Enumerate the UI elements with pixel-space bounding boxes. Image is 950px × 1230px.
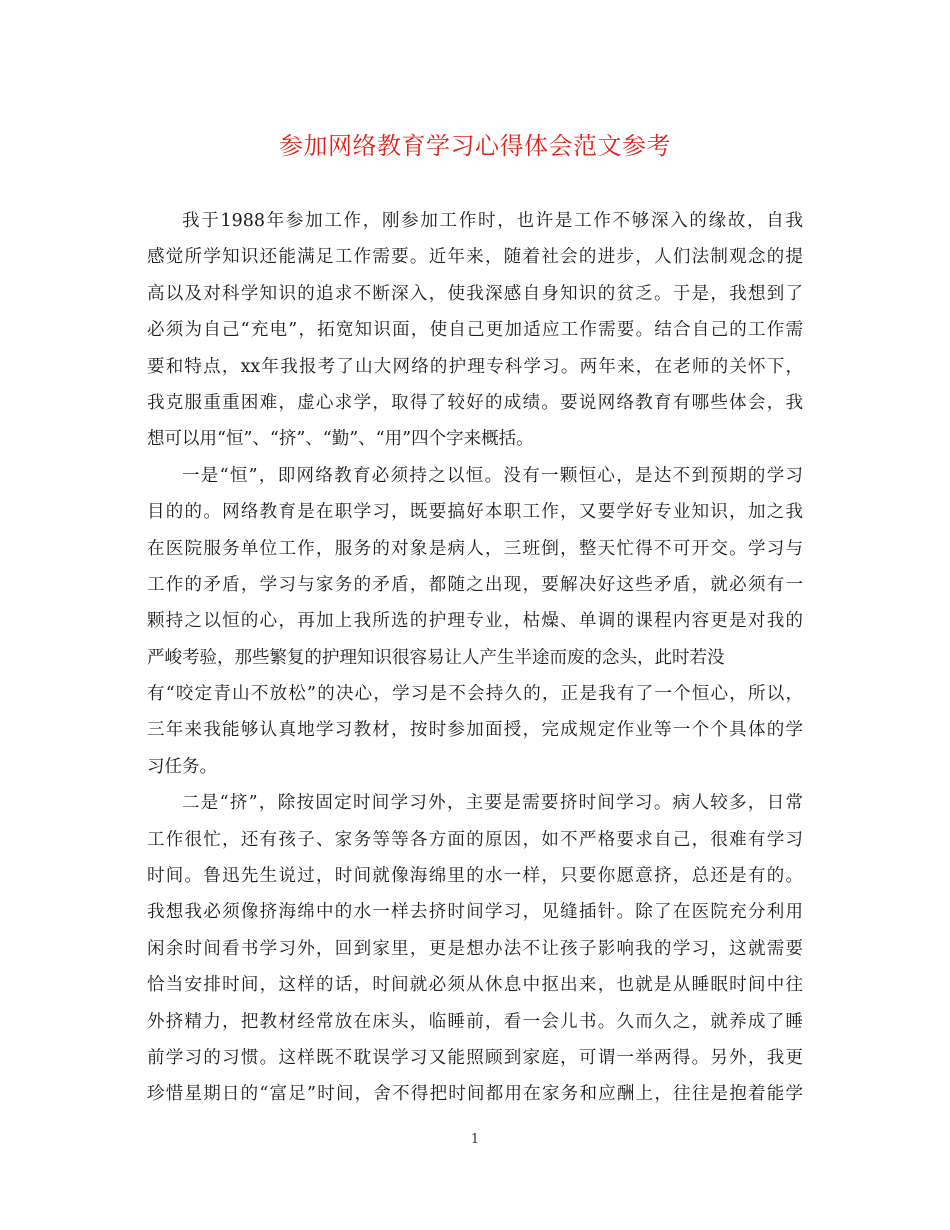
paragraph-1-line-2: 感觉所学知识还能满足工作需要。近年来，随着社会的进步，人们法制观念的提 — [147, 247, 803, 268]
page-number: 1 — [470, 1132, 480, 1147]
paragraph-1-line-7: 想可以用“恒”、“挤”、“勤”、“用”四个字来概括。 — [147, 429, 534, 450]
paragraph-1-line-6: 我克服重重困难，虚心求学，取得了较好的成绩。要说网络教育有哪些体会，我 — [147, 392, 803, 413]
paragraph-1-line-5: 要和特点，xx年我报考了山大网络的护理专科学习。两年来，在老师的关怀下， — [147, 356, 803, 377]
paragraph-3-line-6: 恰当安排时间，这样的话，时间就必须从休息中抠出来，也就是从睡眠时间中往 — [147, 975, 803, 996]
paragraph-3-line-7: 外挤精力，把教材经常放在床头，临睡前，看一会儿书。久而久之，就养成了睡 — [147, 1011, 803, 1032]
paragraph-2-line-8: 三年来我能够认真地学习教材，按时参加面授，完成规定作业等一个个具体的学 — [147, 720, 803, 741]
paragraph-3-line-5: 闲余时间看书学习外，回到家里，更是想办法不让孩子影响我的学习，这就需要 — [147, 938, 803, 959]
document-title: 参加网络教育学习心得体会范文参考 — [279, 132, 671, 160]
paragraph-2-line-4: 工作的矛盾，学习与家务的矛盾，都随之出现，要解决好这些矛盾，就必须有一 — [147, 574, 803, 595]
paragraph-3-line-4: 我想我必须像挤海绵中的水一样去挤时间学习，见缝插针。除了在医院充分利用 — [147, 902, 803, 923]
document-body — [147, 203, 803, 1113]
paragraph-1-line-3: 高以及对科学知识的追求不断深入，使我深感自身知识的贫乏。于是，我想到了 — [147, 283, 803, 304]
paragraph-2-line-9: 习任务。 — [147, 756, 217, 777]
paragraph-1-line-1: 我于1988年参加工作，刚参加工作时，也许是工作不够深入的缘故，自我 — [182, 211, 803, 231]
paragraph-2-line-2: 目的的。网络教育是在职学习，既要搞好本职工作，又要学好专业知识，加之我 — [147, 502, 803, 523]
paragraph-1-line-4: 必须为自己“充电”，拓宽知识面，使自己更加适应工作需要。结合自己的工作需 — [147, 320, 803, 341]
paragraph-2-line-7: 有“咬定青山不放松”的决心，学习是不会持久的，正是我有了一个恒心，所以， — [147, 684, 803, 705]
paragraph-3-line-1: 二是“挤”，除按固定时间学习外，主要是需要挤时间学习。病人较多，日常 — [182, 793, 803, 814]
paragraph-3-line-3: 时间。鲁迅先生说过，时间就像海绵里的水一样，只要你愿意挤，总还是有的。 — [147, 866, 803, 887]
paragraph-3-line-8: 前学习的习惯。这样既不耽误学习又能照顾到家庭，可谓一举两得。另外，我更 — [147, 1047, 803, 1068]
paragraph-2-line-1: 一是“恒”，即网络教育必须持之以恒。没有一颗恒心，是达不到预期的学习 — [182, 465, 803, 486]
paragraph-2-line-6: 严峻考验，那些繁复的护理知识很容易让人产生半途而废的念头，此时若没 — [147, 647, 725, 668]
paragraph-3-line-9: 珍惜星期日的“富足”时间，舍不得把时间都用在家务和应酬上，往往是抱着能学 — [147, 1084, 803, 1105]
paragraph-2-line-3: 在医院服务单位工作，服务的对象是病人，三班倒，整天忙得不可开交。学习与 — [147, 538, 803, 559]
paragraph-3-line-2: 工作很忙，还有孩子、家务等等各方面的原因，如不严格要求自己，很难有学习 — [147, 829, 803, 850]
paragraph-2-line-5: 颗持之以恒的心，再加上我所选的护理专业，枯燥、单调的课程内容更是对我的 — [147, 611, 803, 632]
